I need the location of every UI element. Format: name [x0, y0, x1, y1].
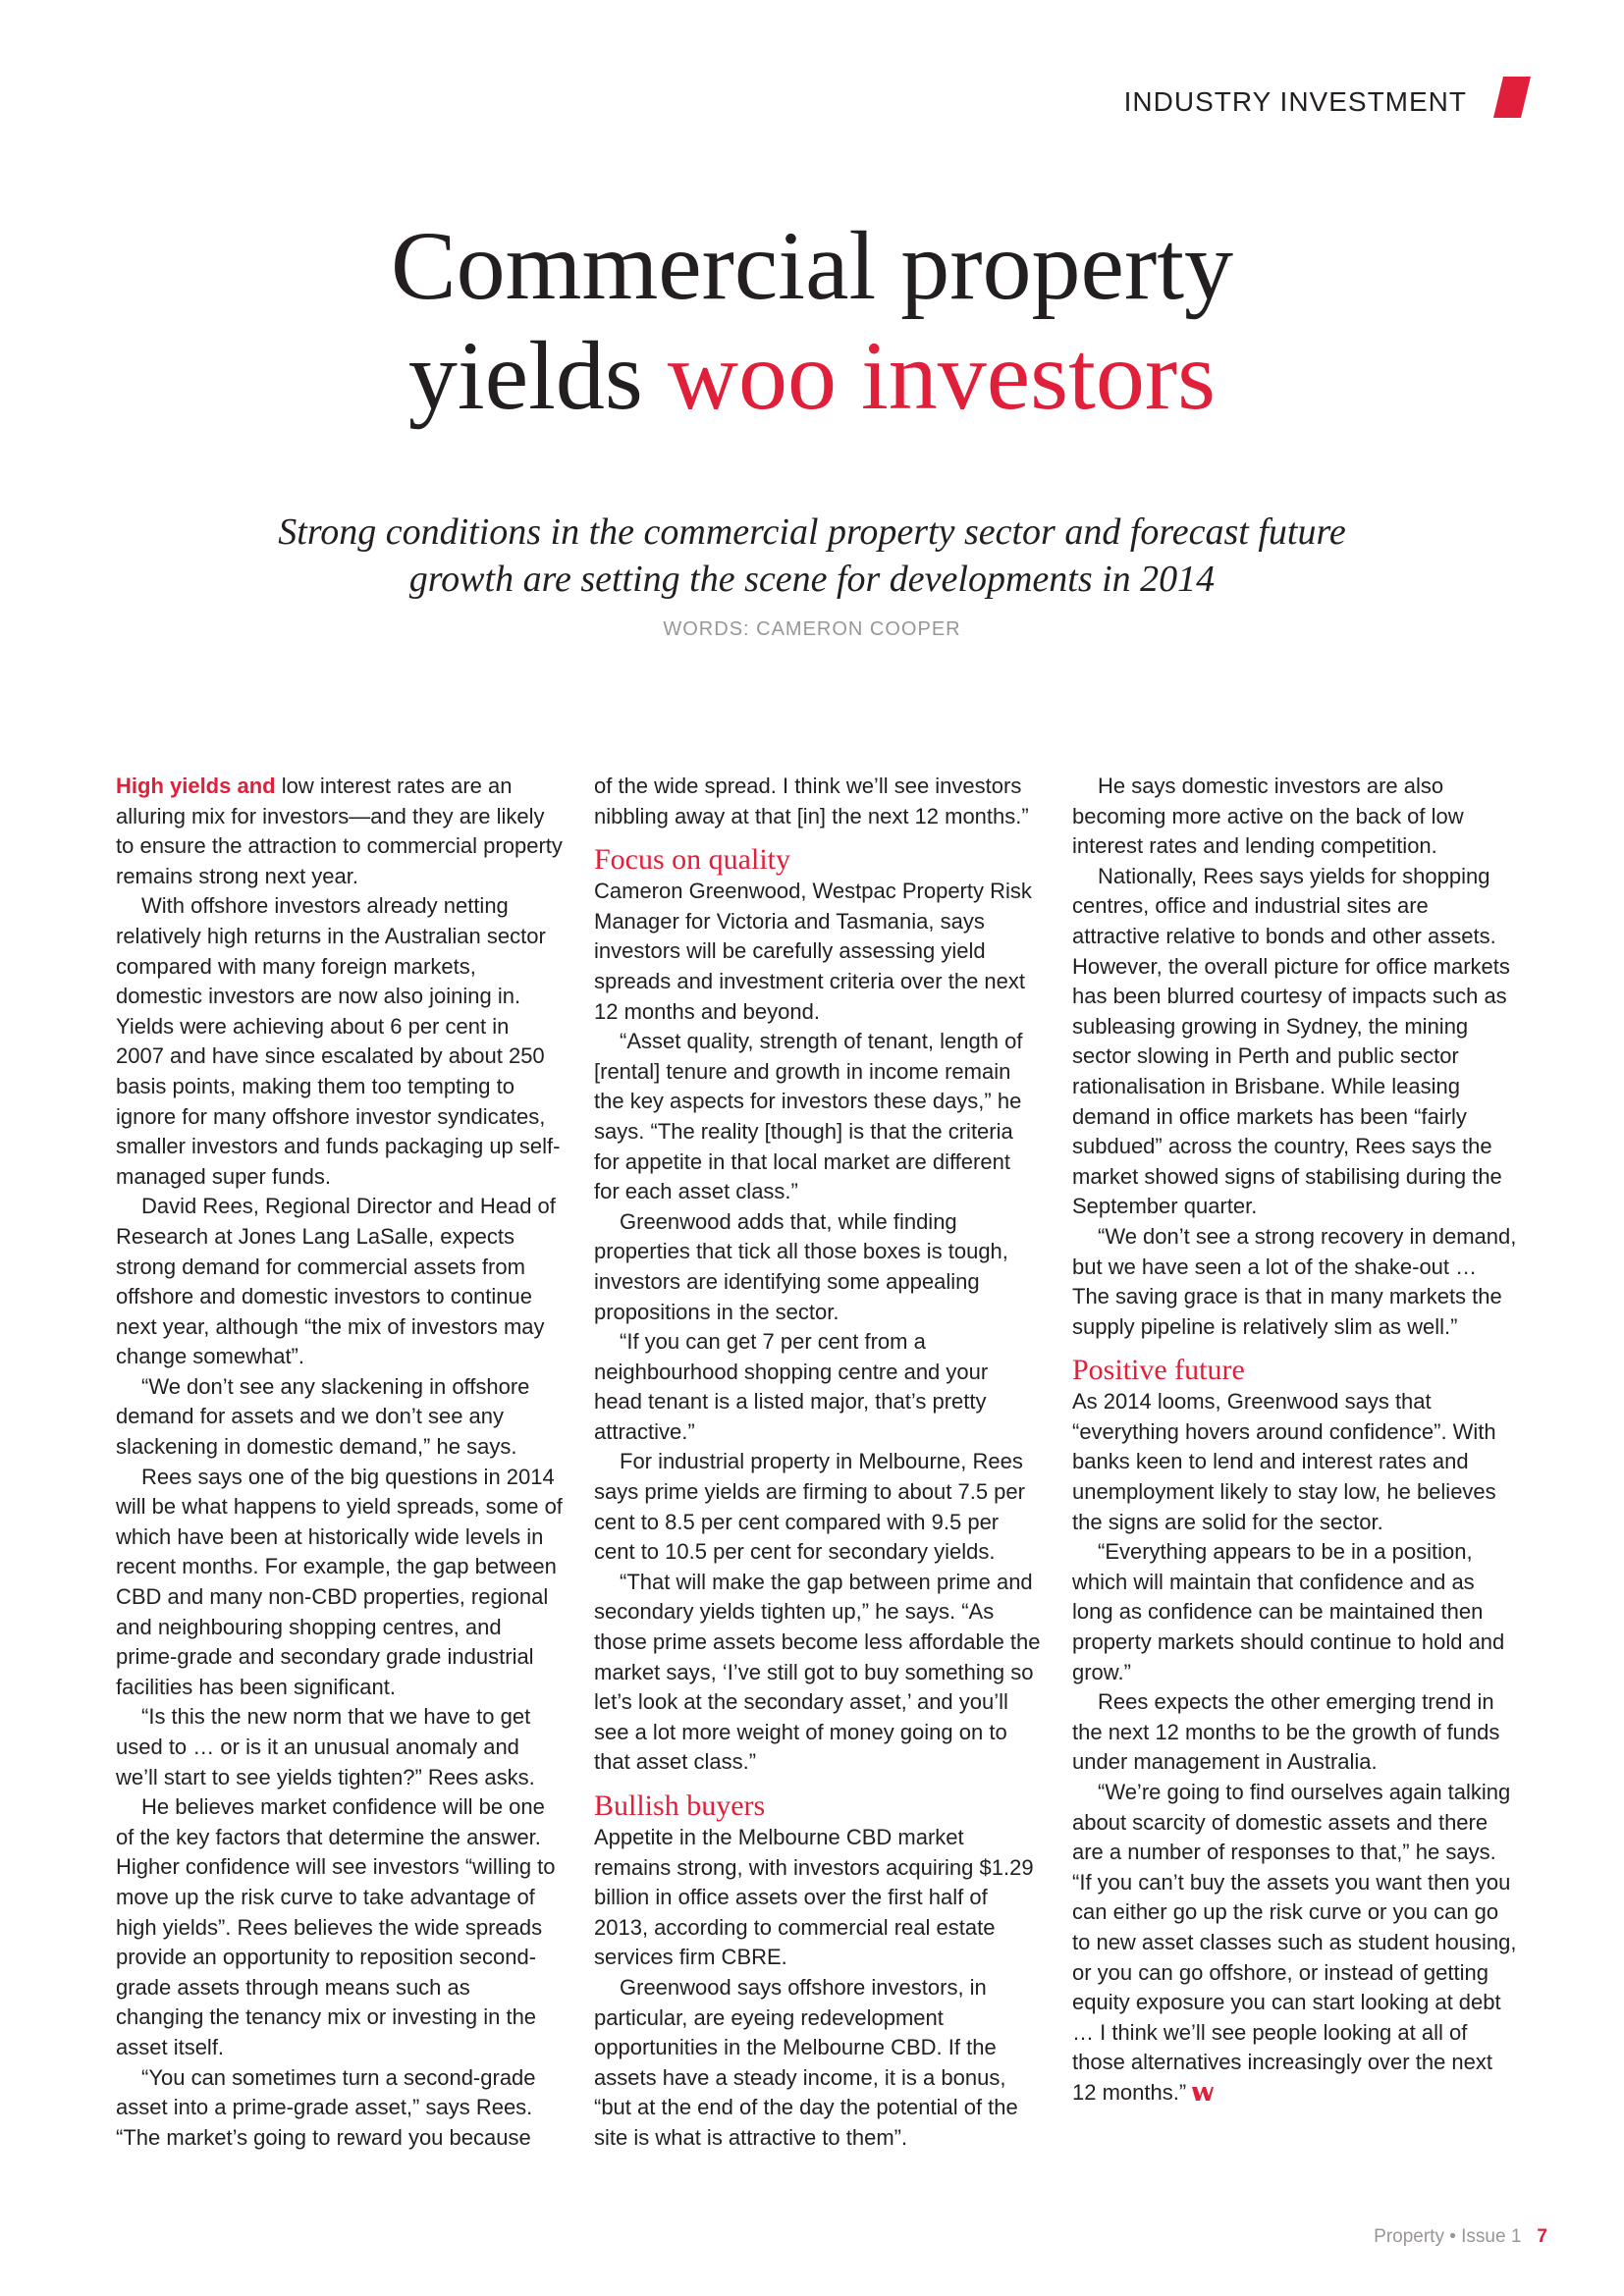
- subheading: Bullish buyers: [594, 1789, 766, 1822]
- paragraph: “We don’t see a strong recovery in demand, but we have seen a lot of the shake-out … The saving grace is that in many markets the supply pipeline is relatively slim as well.”: [1072, 1223, 1517, 1339]
- paragraph-text: “We’re going to find ourselves again talking about scarcity of domestic assets and there are a number of responses to that,” he says. “If you can’t buy the assets you want then you can either go up the risk curve or you can go to new asset classes such as student housing, or you can go offshore, or instead of getting equity exposure you can start looking at debt … I think we’ll see people looking at all of those alternatives increasingly over the next 12 months.”: [1072, 1780, 1517, 2105]
- column-1: [116, 772, 563, 2153]
- subheading: Positive future: [1072, 1354, 1245, 1387]
- headline-line-2: [0, 321, 1624, 431]
- paragraph: “You can sometimes turn a second-grade asset into a prime-grade asset,” says Rees. “The market’s going to reward you because: [116, 2064, 536, 2150]
- paragraph: Greenwood adds that, while finding properties that tick all those boxes is tough, investors are identifying some appealing propositions in the sector.: [594, 1208, 1008, 1324]
- paragraph: For industrial property in Melbourne, Rees says prime yields are firming to about 7.5 per cent to 8.5 per cent compared with 9.5 per cent to 10.5 per cent for secondary yields.: [594, 1449, 1025, 1565]
- paragraph: “Asset quality, strength of tenant, length of [rental] tenure and growth in income remain the key aspects for investors these days,” he says. “The reality [though] is that the criteria for appetite in that local market are different for each asset class.”: [594, 1029, 1023, 1204]
- paragraph: Rees says one of the big questions in 2014 will be what happens to yield spreads, some of which have been at historically wide levels in recent months. For example, the gap between CBD and many non-CBD properties, regional and neighbouring shopping centres, and prime-grade and secondary grade industrial facilities has been significant.: [116, 1464, 563, 1699]
- paragraph: “We don’t see any slackening in offshore demand for assets and we don’t see any slackening in domestic demand,” he says.: [116, 1373, 530, 1460]
- westpac-end-mark-icon: [1192, 2087, 1214, 2101]
- column-2: [594, 772, 1041, 2154]
- paragraph: As 2014 looms, Greenwood says that “everything hovers around confidence”. With banks keen to lend and interest rates and unemployment likely to stay low, he believes the signs are solid for the sector.: [1072, 1389, 1496, 1534]
- paragraph: “That will make the gap between prime and secondary yields tighten up,” he says. “As those prime assets become less affordable the market says, ‘I’ve still got to buy something so let’s look at the secondary asset,’ and you’ll see a lot more weight of money going on to that asset class.”: [594, 1569, 1041, 1775]
- paragraph: [1072, 1778, 1519, 2109]
- article-headline: [0, 211, 1624, 431]
- paragraph: [116, 772, 563, 891]
- paragraph: “Everything appears to be in a position, which will maintain that confidence and as long as confidence can be maintained then property markets should continue to hold and grow.”: [1072, 1539, 1505, 1684]
- paragraph: “If you can get 7 per cent from a neighbourhood shopping centre and your head tenant is a listed major, that’s pretty attractive.”: [594, 1329, 989, 1444]
- paragraph: Rees expects the other emerging trend in the next 12 months to be the growth of funds under management in Australia.: [1072, 1689, 1500, 1775]
- paragraph: Nationally, Rees says yields for shopping centres, office and industrial sites are attractive relative to bonds and other assets. However, the overall picture for office markets has been blurred courtesy of impacts such as subleasing growing in Sydney, the mining sector slowing in Perth and public sector rationalisation in Brisbane. While leasing demand in office markets has been “fairly subdued” across the country, Rees says the market showed signs of stabilising during the September quarter.: [1072, 863, 1510, 1219]
- section-label: INDUSTRY INVESTMENT: [1123, 86, 1467, 117]
- publication-name: Property • Issue 1: [1374, 2226, 1522, 2247]
- paragraph: David Rees, Regional Director and Head of Research at Jones Lang LaSalle, expects strong demand for commercial assets from offshore and domestic investors to continue next year, although “the mix of investors may change somewhat”.: [116, 1194, 556, 1369]
- byline: WORDS: CAMERON COOPER: [663, 618, 961, 640]
- paragraph: He says domestic investors are also becoming more active on the back of low interest rates and lending competition.: [1072, 774, 1464, 859]
- standfirst-line-2: growth are setting the scene for developments in 2014: [408, 559, 1216, 600]
- headline-accent: woo investors: [667, 321, 1217, 430]
- paragraph: Cameron Greenwood, Westpac Property Risk Manager for Victoria and Tasmania, says investors will be carefully assessing yield spreads and investment criteria over the next 12 months and beyond.: [594, 879, 1032, 1024]
- page-number: 7: [1537, 2226, 1547, 2247]
- paragraph: of the wide spread. I think we’ll see investors nibbling away at that [in] the next 12 months.”: [594, 774, 1029, 828]
- standfirst: [0, 508, 1624, 603]
- paragraph: Appetite in the Melbourne CBD market remains strong, with investors acquiring $1.29 billion in office assets over the first half of 2013, according to commercial real estate services firm CBRE.: [594, 1825, 1034, 1970]
- page-footer: [1374, 2226, 1547, 2248]
- section-marker-icon: [1493, 77, 1531, 118]
- column-3: [1072, 772, 1519, 2109]
- headline-plain: yields: [407, 321, 668, 430]
- subheading: Focus on quality: [594, 843, 790, 877]
- lead-in: High yields and: [116, 774, 276, 798]
- paragraph: He believes market confidence will be one of the key factors that determine the answer. Higher confidence will see investors “willing to move up the risk curve to take advantage of high yields”. Rees believes the wide spreads provide an opportunity to reposition second-grade assets through means such as changing the tenancy mix or investing in the asset itself.: [116, 1794, 556, 2059]
- paragraph-text: low interest rates are an alluring mix for investors—and they are likely to ensure the attraction to commercial property remains strong next year.: [116, 774, 563, 888]
- paragraph: “Is this the new norm that we have to get used to … or is it an unusual anomaly and we’ll start to see yields tighten?” Rees asks.: [116, 1704, 535, 1789]
- paragraph: Greenwood says offshore investors, in particular, are eyeing redevelopment opportunities in the Melbourne CBD. If the assets have a steady income, it is a bonus, “but at the end of the day the potential of the site is what is attractive to them”.: [594, 1974, 1018, 2150]
- paragraph: With offshore investors already netting relatively high returns in the Australian sector compared with many foreign markets, domestic investors are now also joining in. Yields were achieving about 6 per cent in 2007 and have since escalated by about 250 basis points, making them too tempting to ignore for many offshore investor syndicates, smaller investors and funds packaging up self-managed super funds.: [116, 893, 561, 1189]
- headline-line-1: Commercial property: [390, 211, 1234, 320]
- standfirst-line-1: Strong conditions in the commercial property sector and forecast future: [278, 511, 1346, 553]
